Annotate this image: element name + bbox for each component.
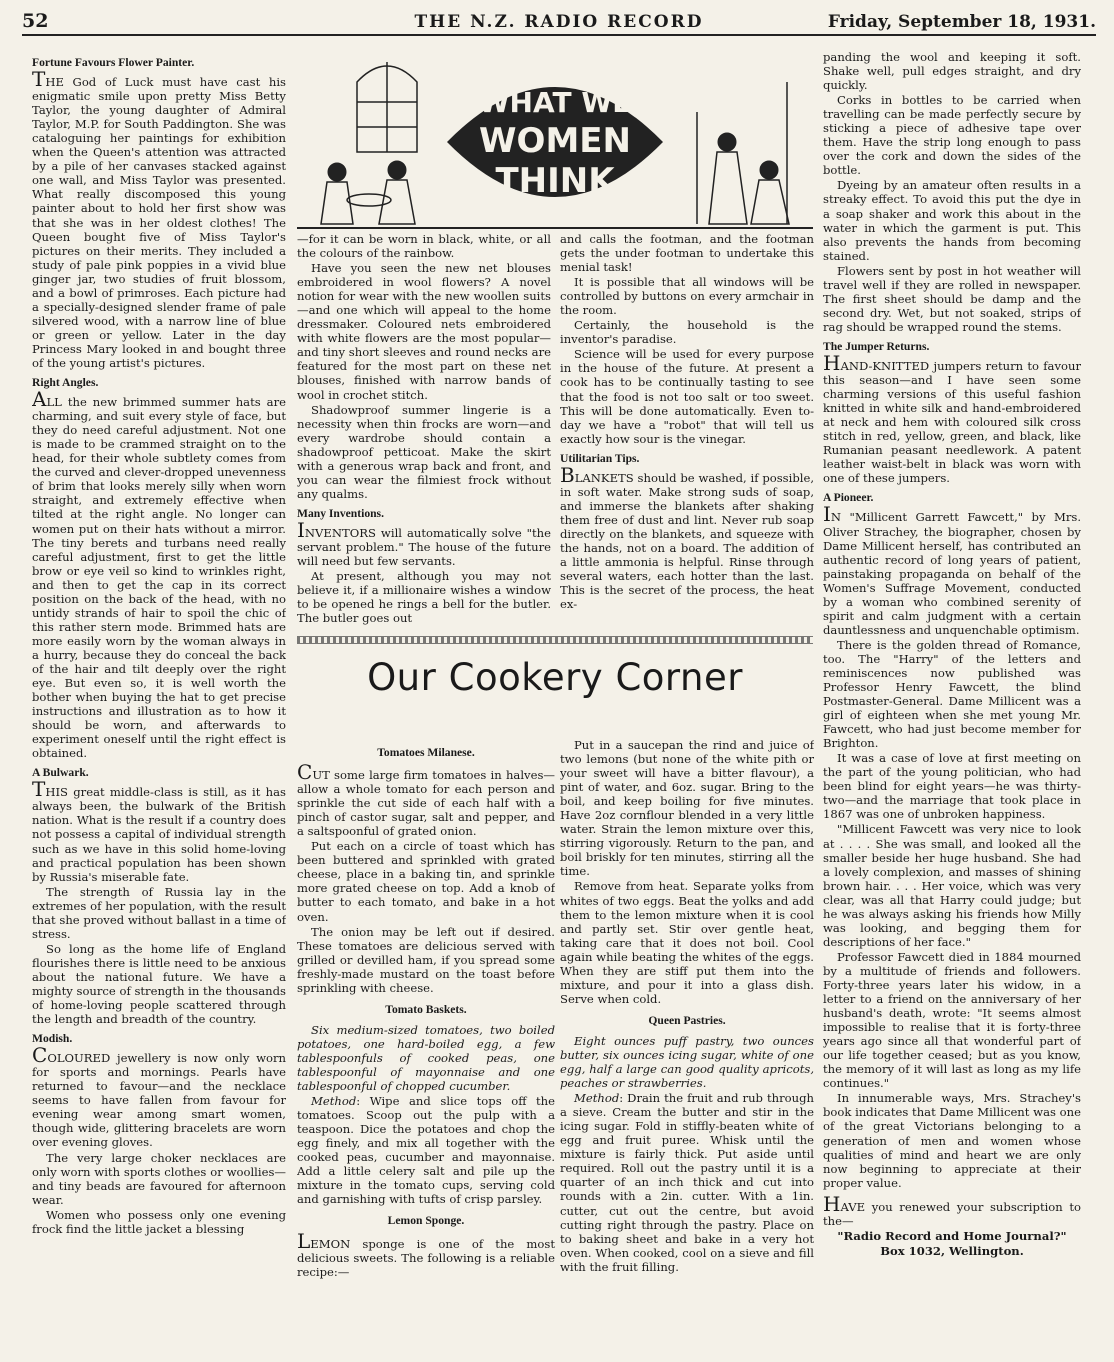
paragraph: Certainly, the household is the inventor's paradise.	[560, 318, 814, 347]
recipe-lemon	[297, 1228, 555, 1279]
heading-right-angles: Right Angles.	[32, 376, 99, 390]
column-2	[297, 232, 551, 632]
article-right-angles	[32, 387, 286, 761]
method-text: : Drain the fruit and rub through a sieve. Cream the butter and stir in the icing sugar. Fold in stiffly-beaten white of egg and fruit puree. Whisk until the mixture is fairly thick. Put aside until required. Roll out the pastry until it is a quarter of an inch thick and cut into rounds with a 2in. cutter. With a 1in. cutter, cut out the centre, but avoid cutting right through the pastry. Place on to baking sheet and bake in a very hot oven. When cooked, cool on a sieve and fill with the fruit filling.	[560, 1091, 814, 1274]
recipe-text: UT some large firm tomatoes in halves—allow a whole tomato for each person and sprinkle the cut side of each half with a pinch of castor sugar, salt and pepper, and a saltspoonful of grated onion.	[297, 768, 555, 839]
heading-pioneer: A Pioneer.	[823, 491, 874, 505]
heading-tomatoes-milanese: Tomatoes Milanese.	[377, 746, 475, 759]
cookery-column-1	[297, 738, 555, 1318]
article-pioneer	[823, 502, 1081, 637]
paragraph: Dyeing by an amateur often results in a streaky effect. To avoid this put the dye in a soap shaker and work this about in the water in which the garment is put. This also prevents the hands from becoming stained.	[823, 178, 1081, 263]
issue-date: Friday, September 18, 1931.	[827, 12, 1096, 32]
page-number: 52	[22, 10, 49, 32]
heading-lemon-sponge: Lemon Sponge.	[387, 1214, 465, 1228]
banner-line-3: THINK	[495, 161, 615, 201]
banner-line-2: WOMEN	[479, 121, 631, 161]
paragraph: Shadowproof summer lingerie is a necessity when thin frocks are worn—and every wardrobe should contain a shadowproof petticoat. Make the skirt with a generous wrap back and front, and you can wear the filmiest frock without any qualms.	[297, 402, 551, 501]
paragraph: The very large choker necklaces are only worn with sports clothes or woollies—and tiny beads are favoured for afternoon wear.	[32, 1150, 286, 1207]
recipe-text: EMON sponge is one of the most delicious sweets. The following is a reliable recipe:—	[297, 1236, 555, 1279]
article-text: LANKETS should be washed, if possible, in soft water. Make strong suds of soap, and immerse the blankets after shaking them free of dust and lint. Never rub soap directly on the blankets, and squeeze with the hands, not on a board. The addition of a little ammonia is helpful. Rinse through several waters, each hotter than the last. This is the secret of the process, the heat ex-	[560, 470, 814, 612]
method-text: : Wipe and slice tops off the tomatoes. Scoop out the pulp with a teaspoon. Dice the potatoes and chop the egg finely, and mix all together with the cooked peas, cucumber and mayonnaise. Add a little celery salt and pile up the mixture in the tomato cups, serving cold and garnishing with tufts of crisp parsley.	[297, 1094, 555, 1207]
article-text: N "Millicent Garrett Fawcett," by Mrs. Oliver Strachey, the biographer, chosen by Dame Millicent herself, has contributed an authentic record of long years of patient, painstaking propaganda on behalf of the Women's Suffrage Movement, conducted by a woman who combined serenity of spirit and calm judgment with a certain dauntlessness and unquenchable optimism.	[823, 510, 1081, 637]
masthead-rule	[22, 34, 1096, 36]
method-queen	[560, 1091, 814, 1274]
paragraph: Put in a saucepan the rind and juice of two lemons (but none of the white pith or your sweet will have a bitter flavour), a pint of water, and 6oz. sugar. Bring to the boil, and keep boiling for five minutes. Have 2oz cornflour blended in a very little water. Strain the lemon mixture over this, stirring vigorously. Return to the pan, and boil briskly for ten minutes, stirring all the time.	[560, 738, 814, 879]
article-text: AND-KNITTED jumpers return to favour this season—and I have seen some charming versions of this useful fashion knitted in white silk and hand-embroidered at neck and hem with coloured silk cross stitch in red, yellow, green, and black, like Rumanian peasant needlework. A patent leather waist-belt in black was worn with one of these jumpers.	[823, 358, 1081, 486]
paragraph: So long as the home life of England flourishes there is little need to be anxious about the national future. We have a mighty source of strength in the thousands of home-loving people scattered through the length and breadth of the country.	[32, 941, 286, 1027]
drop-cap: I	[823, 502, 831, 527]
heading-tomato-baskets: Tomato Baskets.	[385, 1002, 467, 1016]
paragraph: The strength of Russia lay in the extremes of her population, with the result that she proved without ballast in a time of stress.	[32, 884, 286, 941]
paragraph: Have you seen the new net blouses embroidered in wool flowers? A novel notion for wear with the new woollen suits—and one which will appeal to the home dressmaker. Coloured nets embroidered with white flowers are the most popular—and tiny short sleeves and round necks are featured for the most part on these net blouses, finished with narrow bands of wool in crochet stitch.	[297, 261, 551, 402]
paragraph: Women who possess only one evening frock find the little jacket a blessing	[32, 1207, 286, 1236]
paragraph: It was a case of love at first meeting on the part of the young politician, who had been blind for eight years—he was thirty-two—and the marriage that took place in 1867 was one of unbroken happiness.	[823, 751, 1081, 822]
box-address: Box 1032, Wellington.	[880, 1243, 1024, 1258]
heading-jumper: The Jumper Returns.	[823, 339, 930, 353]
article-fortune	[32, 67, 286, 370]
article-text: HE God of Luck must have cast his enigmatic smile upon pretty Miss Betty Taylor, the young daughter of Admiral Taylor, M.P. for South Paddington. She was cataloguing her paintings for exhibition when the Queen's attention was attracted by a pile of her canvases stacked against one wall, and Miss Taylor was presented. What really discomposed this young painter about to hold her first show was that she was in her oldest clothes! The Queen bought five of Miss Taylor's pictures on their merits. They included a study of pale pink poppies in a vivid blue ginger jar, two studies of fruit blossom, and a bowl of primroses. Each picture had a specially-designed slender frame of pale silvered wood, with a narrow line of blue or green or yellow. Later in the day Princess Mary looked in and bought three of the young artist's pictures.	[32, 75, 286, 370]
paragraph: It is possible that all windows will be controlled by buttons on every armchair in the room.	[560, 275, 814, 318]
cookery-heading: Our Cookery Corner	[367, 656, 743, 699]
what-we-women-think-banner	[297, 42, 813, 230]
heading-bulwark: A Bulwark.	[32, 766, 89, 780]
drop-cap: H	[823, 1191, 841, 1216]
heading-utilitarian: Utilitarian Tips.	[560, 451, 640, 465]
drop-cap: L	[297, 1228, 311, 1253]
article-text: LL the new brimmed summer hats are charming, and suit every style of face, but they do need careful adjustment. Not one is made to be crammed straight on to the head, for their whole subtlety comes from the curved and clever-dropped unevenness of brim that looks merely silly when worn straight, and extremely effective when tilted at the right angle. No longer can women put on their hats without a mirror. The tiny berets and turbans need really careful adjustment, first to get the little brow or eye veil so kind to wrinkles right, and then to get the cap in its correct position on the back of the head, with no untidy strands of hair to spoil the chic of this rather stern mode. Brimmed hats are more easily worn by the woman always in a hurry, because they do conceal the back of the hair and tilt deeply over the right eye. But even so, it is well worth the bother when buying the hat to get precise instructions and illustration as to how it should be worn, and afterwards to experiment oneself until the right effect is obtained.	[32, 395, 286, 761]
paragraph: Professor Fawcett died in 1884 mourned by a multitude of friends and followers. Forty-three years later his widow, in a letter to a friend on the anniversary of her husband's death, wrote: "It seems almost impossible to realise that it is forty-three years ago since all that wonderful part of our life together ceased; but as you know, the memory of it will last as long as my life continues."	[823, 949, 1081, 1091]
section-divider	[297, 636, 813, 644]
paragraph: In innumerable ways, Mrs. Strachey's book indicates that Dame Millicent was one of the great Victorians belonging to a generation of men and women whose qualities of mind and heart we are only now beginning to appreciate at their proper value.	[823, 1091, 1081, 1190]
article-bulwark	[32, 777, 286, 884]
drop-cap: H	[823, 350, 841, 375]
ingredients-baskets: Six medium-sized tomatoes, two boiled potatoes, one hard-boiled egg, a few tablespoonfuls of cooked peas, one tablespoonful of mayonnaise and one tablespoonful of chopped cucumber.	[297, 1022, 555, 1094]
article-utilitarian	[560, 462, 814, 612]
article-text: NVENTORS will automatically solve "the servant problem." The house of the future will need but few servants.	[297, 525, 551, 569]
paragraph: Put each on a circle of toast which has been buttered and sprinkled with grated cheese, place in a baking tin, and sprinkle more grated cheese on top. Add a knob of butter to each tomato, and bake in a hot oven.	[297, 839, 555, 924]
paragraph: Flowers sent by post in hot weather will travel well if they are rolled in newspaper. The first sheet should be damp and the second dry. Wet, but not soaked, strips of rag should be wrapped round the stems.	[823, 263, 1081, 334]
paragraph: —for it can be worn in black, white, or all the colours of the rainbow.	[297, 232, 551, 261]
drop-cap: C	[297, 760, 313, 785]
column-4	[823, 50, 1081, 1320]
subscription-text: AVE you renewed your subscription to the—	[823, 1199, 1081, 1228]
article-text: HIS great middle-class is still, as it has always been, the bulwark of the British nation. What is the result if a country does not possess a capital of individual strength such as we have in this solid home-loving and practical population has been shown by Russia's miserable fate.	[32, 785, 286, 884]
method-baskets	[297, 1094, 555, 1206]
paragraph: There is the golden thread of Romance, too. The "Harry" of the letters and reminiscences now published was Professor Henry Fawcett, the blind Postmaster-General. Dame Millicent was a girl of eighteen when she met young Mr. Fawcett, who had just become member for Brighton.	[823, 637, 1081, 751]
journal-name: "Radio Record and Home Journal?"	[837, 1228, 1067, 1243]
paragraph: The onion may be left out if desired. These tomatoes are delicious served with grilled or devilled ham, if you spread some freshly-made mustard on the toast before sprinkling with cheese.	[297, 924, 555, 995]
heading-fortune: Fortune Favours Flower Painter.	[32, 56, 195, 69]
paragraph: and calls the footman, and the footman gets the under footman to undertake this menial task!	[560, 232, 814, 275]
heading-modish: Modish.	[32, 1032, 73, 1046]
column-1	[32, 50, 286, 1320]
drop-cap: T	[32, 67, 46, 92]
drop-cap: I	[297, 517, 305, 542]
paragraph: panding the wool and keeping it soft. Shake well, pull edges straight, and dry quickly.	[823, 50, 1081, 93]
paragraph: At present, although you may not believe it, if a millionaire wishes a window to be opened he rings a bell for the butler. The butler goes out	[297, 569, 551, 626]
article-jumper	[823, 350, 1081, 486]
drop-cap: C	[32, 1043, 48, 1068]
paragraph: Science will be used for every purpose in the house of the future. At present a cook has to be continually tasting to see that the food is not too salt or too sweet. This will be done automatically. Even to-day we have a "robot" that will tell us exactly how sour is the vinegar.	[560, 347, 814, 446]
paragraph: Corks in bottles to be carried when travelling can be made perfectly secure by sticking a piece of adhesive tape over them. Have the strip long enough to pass over the cork and down the sides of the bottle.	[823, 93, 1081, 178]
subscription-notice	[823, 1191, 1081, 1228]
heading-queen-pastries: Queen Pastries.	[648, 1013, 726, 1027]
paragraph: "Millicent Fawcett was very nice to look at . . . . She was small, and looked all the smaller beside her huge husband. She had a lovely complexion, and masses of shining brown hair. . . . Her voice, which was very clear, was all that Harry could judge; but he was always asking his friends how Milly was looking, and begging them for descriptions of her face."	[823, 822, 1081, 949]
cookery-column-2	[560, 738, 814, 1318]
drop-cap: A	[32, 387, 47, 412]
recipe-milanese	[297, 760, 555, 839]
article-text: OLOURED jewellery is now only worn for sports and mornings. Pearls have returned to favour—and the necklace seems to have fallen from favour for evening wear among smart women, though wide, glittering bracelets are worn over evening gloves.	[32, 1051, 286, 1150]
publication-title: THE N.Z. RADIO RECORD	[414, 12, 704, 32]
column-3	[560, 232, 814, 632]
method-label: Method	[574, 1091, 620, 1106]
article-modish	[32, 1043, 286, 1150]
method-label: Method	[311, 1094, 357, 1109]
banner-line-1: WHAT WE	[478, 86, 632, 119]
heading-inventions: Many Inventions.	[297, 506, 384, 520]
drop-cap: T	[32, 777, 46, 802]
paragraph: Remove from heat. Separate yolks from whites of two eggs. Beat the yolks and add them to the lemon mixture when it is cool and partly set. Stir over gentle heat, taking care that it does not boil. Cool again while beating the whites of the eggs. When they are stiff put them into the mixture, and pour it into a glass dish. Serve when cold.	[560, 879, 814, 1006]
drop-cap: B	[560, 462, 575, 487]
ingredients-queen: Eight ounces puff pastry, two ounces butter, six ounces icing sugar, white of one egg, half a large can good quality apricots, peaches or strawberries.	[560, 1033, 814, 1091]
article-inventions	[297, 517, 551, 569]
